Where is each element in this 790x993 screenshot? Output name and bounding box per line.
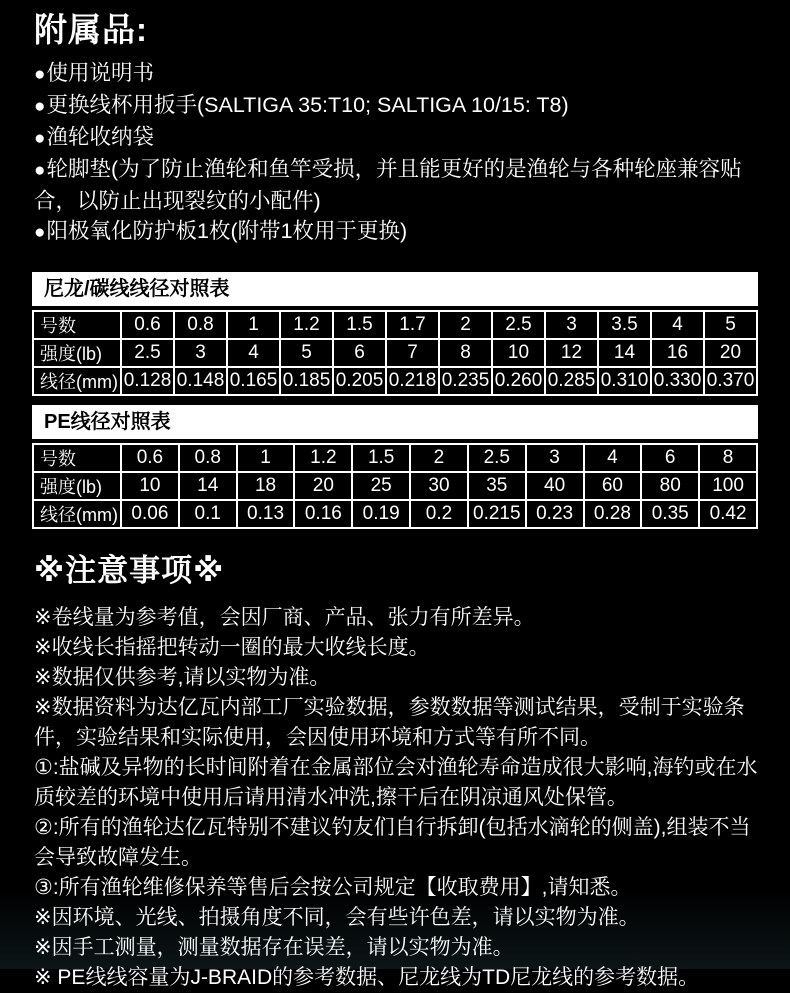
table-cell: 0.8 (179, 444, 237, 472)
table-cell: 0.215 (468, 500, 526, 528)
table-row (33, 444, 757, 472)
table-cell: 4 (584, 444, 642, 472)
table-cell: 3.5 (598, 311, 651, 339)
table-cell: 80 (641, 472, 699, 500)
table-cell: 100 (699, 472, 757, 500)
table-cell: 1 (237, 444, 295, 472)
bullet-icon: ● (34, 128, 46, 149)
table-cell: 0.285 (545, 367, 598, 395)
accessory-text: 使用说明书 (46, 61, 154, 85)
table-cell: 0.8 (174, 311, 227, 339)
notes-list (34, 603, 764, 993)
table-cell: 0.16 (294, 500, 352, 528)
table-cell: 0.06 (121, 500, 179, 528)
table-cell: 20 (294, 472, 352, 500)
table-cell: 35 (468, 472, 526, 500)
table-cell: 60 (584, 472, 642, 500)
table-cell: 5 (280, 339, 333, 367)
table-cell: 5 (704, 311, 757, 339)
line-spec-tables-section (0, 272, 790, 529)
accessory-item (34, 216, 760, 248)
table-cell: 0.6 (121, 444, 179, 472)
accessory-text: 轮脚垫(为了防止渔轮和鱼竿受损，并且能更好的是渔轮与各种轮座兼容贴合，以防止出现裂纹的小配件) (34, 157, 742, 213)
accessory-item (34, 122, 760, 154)
table-cell: 1.5 (352, 444, 410, 472)
table-cell: 8 (439, 339, 492, 367)
table-cell: 0.370 (704, 367, 757, 395)
line-spec-table-0 (32, 272, 758, 396)
table-row (33, 500, 757, 528)
table-cell: 16 (651, 339, 704, 367)
table-cell: 0.1 (179, 500, 237, 528)
accessory-item (34, 90, 760, 122)
table-cell: 10 (492, 339, 545, 367)
table-cell: 0.2 (410, 500, 468, 528)
table-cell: 40 (526, 472, 584, 500)
table-cell: 10 (121, 472, 179, 500)
accessories-section (0, 10, 790, 248)
row-header: 号数 (33, 311, 121, 339)
note-item: ※ PE线线容量为J-BRAID的参考数据、尼龙线为TD尼龙线的参考数据。 (34, 966, 700, 989)
accessory-text: 渔轮收纳袋 (46, 125, 154, 149)
tables-container (0, 272, 790, 529)
table-cell: 0.13 (237, 500, 295, 528)
row-header: 线径(mm) (33, 500, 121, 528)
table-cell: 0.218 (386, 367, 439, 395)
table-cell: 30 (410, 472, 468, 500)
bullet-icon: ● (34, 96, 46, 117)
table-cell: 0.42 (699, 500, 757, 528)
bullet-icon: ● (34, 222, 46, 243)
accessories-title: 附属品: (34, 11, 148, 48)
note-item: ※因手工测量，测量数据存在误差，请以实物为准。 (34, 936, 514, 959)
table-cell: 14 (598, 339, 651, 367)
row-header: 强度(lb) (33, 339, 121, 367)
accessory-text: 更换线杯用扳手(SALTIGA 35:T10; SALTIGA 10/15: T8) (46, 93, 569, 117)
table-cell: 2.5 (468, 444, 526, 472)
table-cell: 0.235 (439, 367, 492, 395)
table-cell: 1 (227, 311, 280, 339)
table-cell: 18 (237, 472, 295, 500)
spec-grid (32, 443, 758, 529)
accessory-text: 阳极氧化防护板1枚(附带1枚用于更换) (46, 219, 408, 243)
note-item: ※数据资料为达亿瓦内部工厂实验数据，参数数据等测试结果，受制于实验条件，实验结果和实际使用，会因使用环境和方式等有所不同。 (34, 696, 745, 749)
spec-grid (32, 310, 758, 396)
table-row (33, 472, 757, 500)
line-spec-table-1 (32, 405, 758, 529)
row-header: 强度(lb) (33, 472, 121, 500)
note-item: ③:所有渔轮维修保养等售后会按公司规定【收取费用】,请知悉。 (34, 876, 632, 899)
table-row (33, 367, 757, 395)
table-cell: 1.7 (386, 311, 439, 339)
table-cell: 8 (699, 444, 757, 472)
table-row (33, 311, 757, 339)
table-cell: 4 (651, 311, 704, 339)
note-item: ※卷线量为参考值，会因厂商、产品、张力有所差异。 (34, 606, 535, 629)
table-cell: 2.5 (492, 311, 545, 339)
table-cell: 14 (179, 472, 237, 500)
table-cell: 6 (641, 444, 699, 472)
table-cell: 0.19 (352, 500, 410, 528)
table-cell: 25 (352, 472, 410, 500)
note-item: ※收线长指摇把转动一圈的最大收线长度。 (34, 636, 430, 659)
bullet-icon: ● (34, 160, 46, 181)
table-cell: 1.5 (333, 311, 386, 339)
table-cell: 0.6 (121, 311, 174, 339)
table-cell: 0.165 (227, 367, 280, 395)
table-cell: 0.330 (651, 367, 704, 395)
table-cell: 0.128 (121, 367, 174, 395)
table-cell: 0.260 (492, 367, 545, 395)
table-cell: 2 (410, 444, 468, 472)
row-header: 号数 (33, 444, 121, 472)
accessory-item (34, 154, 760, 216)
accessories-list (34, 58, 760, 248)
table-title: 尼龙/碳线线径对照表 (32, 272, 758, 306)
bullet-icon: ● (34, 64, 46, 85)
table-cell: 0.310 (598, 367, 651, 395)
table-title: PE线径对照表 (32, 405, 758, 439)
note-item: ①:盐碱及异物的长时间附着在金属部位会对渔轮寿命造成很大影响,海钓或在水质较差的环境中使用后请用清水冲洗,擦干后在阴凉通风处保管。 (34, 756, 758, 809)
notes-section (0, 551, 790, 993)
note-item: ※因环境、光线、拍摄角度不同，会有些许色差，请以实物为准。 (34, 906, 640, 929)
table-cell: 4 (227, 339, 280, 367)
table-cell: 0.28 (584, 500, 642, 528)
note-item: ②:所有的渔轮达亿瓦特别不建议钓友们自行拆卸(包括水滴轮的侧盖),组装不当会导致故障发生。 (34, 816, 751, 869)
table-cell: 12 (545, 339, 598, 367)
table-cell: 7 (386, 339, 439, 367)
table-cell: 0.35 (641, 500, 699, 528)
table-cell: 3 (545, 311, 598, 339)
table-cell: 0.23 (526, 500, 584, 528)
accessory-item (34, 58, 760, 90)
table-cell: 0.148 (174, 367, 227, 395)
table-cell: 3 (174, 339, 227, 367)
notes-title: ※注意事项※ (34, 553, 225, 588)
table-cell: 3 (526, 444, 584, 472)
table-cell: 0.185 (280, 367, 333, 395)
table-cell: 2.5 (121, 339, 174, 367)
row-header: 线径(mm) (33, 367, 121, 395)
table-cell: 2 (439, 311, 492, 339)
table-cell: 0.205 (333, 367, 386, 395)
table-cell: 1.2 (280, 311, 333, 339)
table-row (33, 339, 757, 367)
table-cell: 1.2 (294, 444, 352, 472)
table-cell: 6 (333, 339, 386, 367)
note-item: ※数据仅供参考,请以实物为准。 (34, 666, 331, 689)
table-cell: 20 (704, 339, 757, 367)
